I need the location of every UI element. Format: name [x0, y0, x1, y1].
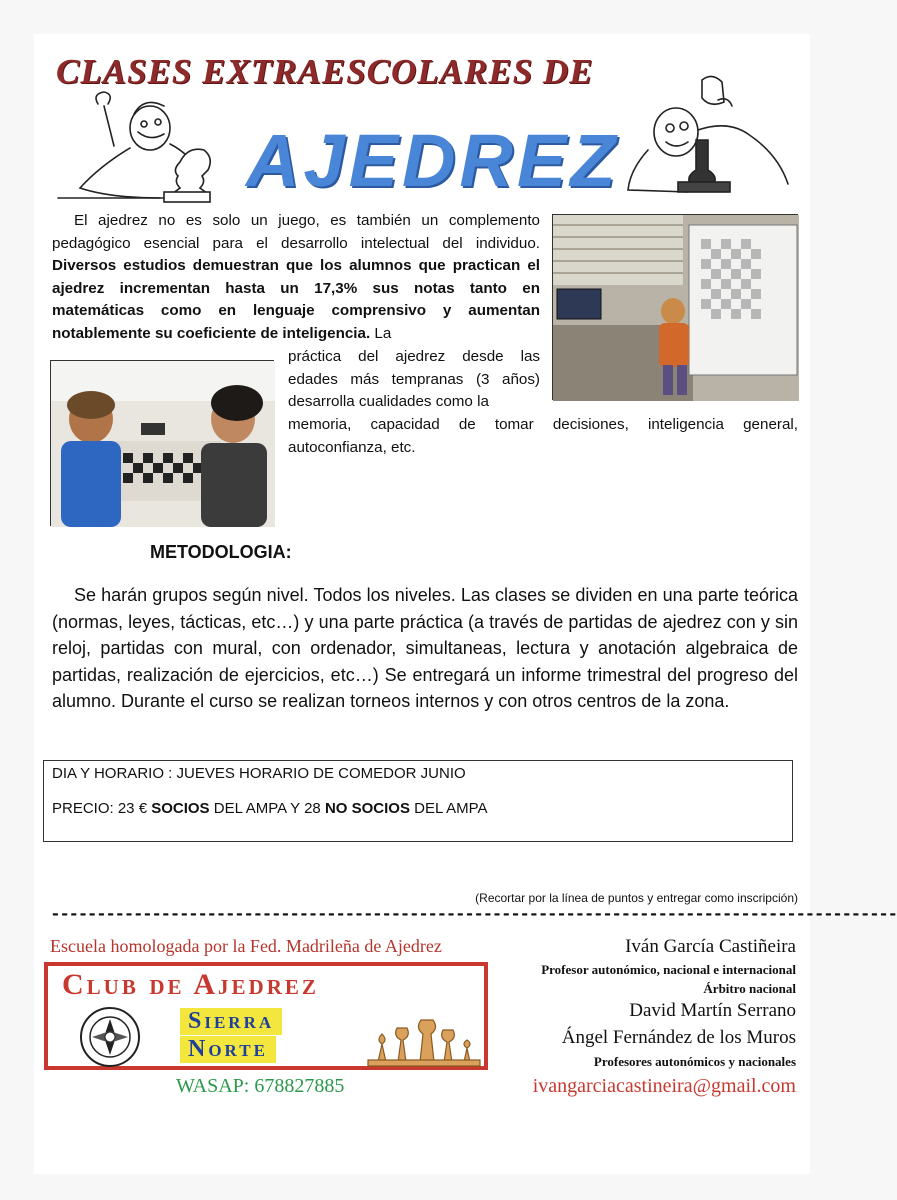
teacher-name-3: Ángel Fernández de los Muros — [561, 1027, 796, 1048]
contact-email[interactable]: ivangarciacastineira@gmail.com — [532, 1075, 796, 1097]
teacher-name-1: Iván García Castiñeira — [625, 936, 796, 957]
kids-playing-chess-photo — [50, 360, 274, 526]
intro-paragraph-middle: práctica del ajedrez desde las edades más tempranas (3 años) desarrolla cualidades como la — [288, 348, 540, 411]
price-suffix: DEL AMPA — [409, 800, 488, 817]
price-prefix: PRECIO: 23 € — [52, 800, 152, 817]
intro-word-la: La — [374, 324, 392, 342]
chess-pieces-icon — [364, 1006, 484, 1068]
price-middle: DEL AMPA Y 28 — [209, 800, 325, 817]
title-top: CLASES EXTRAESCOLARES DE — [56, 52, 594, 91]
club-subtitle-norte: Norte — [180, 1036, 276, 1063]
club-emblem-icon — [64, 1006, 156, 1068]
schedule-price-box — [43, 760, 793, 842]
intro-sentence-1: El ajedrez no es solo un juego, es también un complemento pedagógico esencial para el desarrollo intelectual del individuo. — [52, 212, 540, 252]
teacher-role-1: Profesor autonómico, nacional e internacional — [541, 962, 796, 977]
metodologia-text: Se harán grupos según nivel. Todos los niveles. Las clases se dividen en una parte teórica (normas, leyes, tácticas, etc…) y una parte práctica (a través de partidas de ajedrez con y sin reloj, partidas con mural, con ordenador, simultaneas, lectura y anotación algebraica de partidas, realización de ejercicios, etc…) Se entregará un informe trimestral del progreso del alumno. Durante el curso se realizan torneos internos y con otros centros de la zona. — [52, 585, 798, 711]
cut-instructions: (Recortar por la línea de puntos y entregar como inscripción) — [475, 891, 798, 905]
classroom-mural-photo — [552, 214, 798, 400]
teacher-role-1b: Árbitro nacional — [703, 981, 796, 996]
metodologia-body — [52, 582, 798, 715]
chess-cartoon-left-illustration — [38, 92, 248, 210]
teacher-name-2: David Martín Serrano — [629, 1000, 796, 1021]
metodologia-heading: METODOLOGIA: — [150, 542, 292, 562]
whatsapp-contact: WASAP: 678827885 — [176, 1075, 345, 1097]
club-title: Club de Ajedrez — [62, 968, 319, 1001]
intro-bold-statement: Diversos estudios demuestran que los alumnos que practican el ajedrez incrementan hasta un 17,3% sus notas tanto en matemáticas como en lenguaje comprensivo y aumentan notablemente su coeficiente de inteligencia. — [52, 257, 540, 342]
cut-dotted-line: -------------------------------------------------------------------------------------------- — [50, 905, 897, 925]
intro-paragraph-top — [52, 210, 540, 346]
teacher-role-2: Profesores autonómicos y nacionales — [593, 1054, 796, 1069]
club-logo-banner — [44, 962, 488, 1070]
price-no-socios: NO SOCIOS — [324, 800, 410, 817]
schedule-line: DIA Y HORARIO : JUEVES HORARIO DE COMEDOR JUNIO — [52, 765, 466, 782]
price-socios: SOCIOS — [151, 800, 210, 817]
title-main: AJEDREZ — [246, 119, 620, 202]
chess-cartoon-right-illustration — [618, 70, 808, 200]
intro-paragraph-bottom: memoria, capacidad de tomar decisiones, inteligencia general, autoconfianza, etc. — [288, 416, 798, 456]
club-subtitle-sierra: Sierra — [180, 1008, 282, 1035]
federation-approval-text: Escuela homologada por la Fed. Madrileña de Ajedrez — [50, 936, 442, 956]
price-line — [52, 800, 784, 817]
